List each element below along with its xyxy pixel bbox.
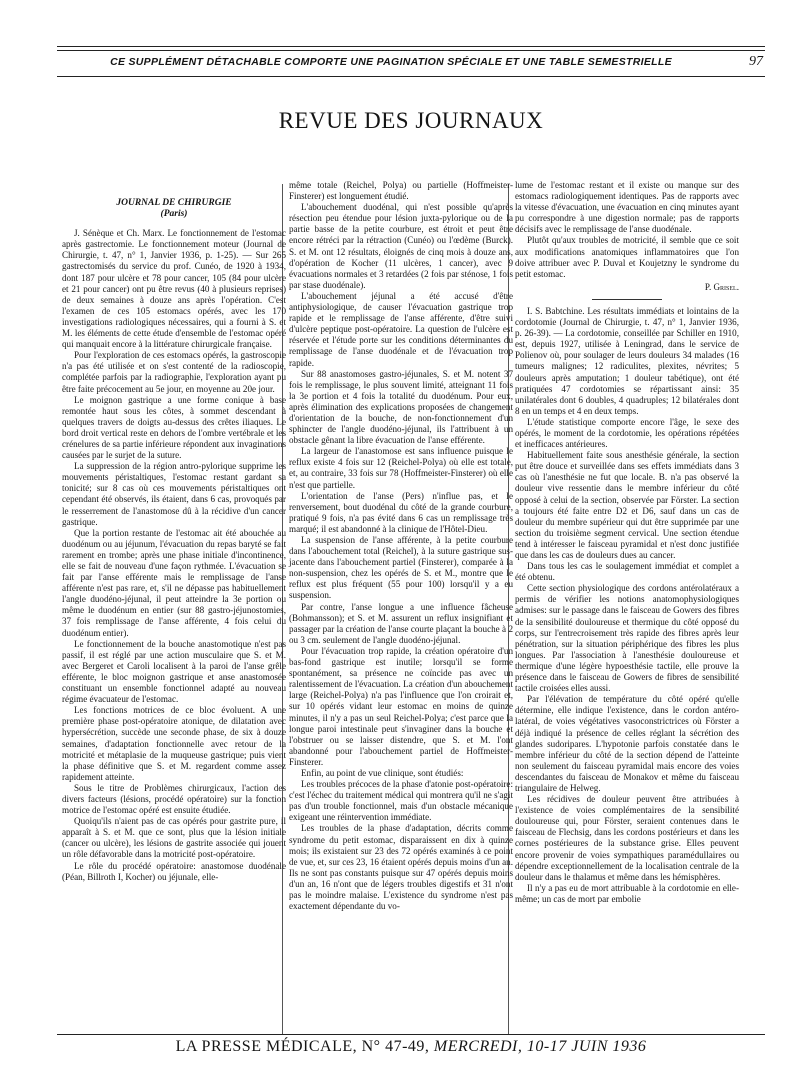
paragraph: Que la portion restante de l'estomac ait été abouchée au duodénum ou au jéjunum, l'évacuation du repas baryté se fait rarement en trombe; après une phase initiale d'incontinence, elle se fait de nouveau d'une façon rythmée. L'évacuation se fait par l'anse efférente mais le remplissage de l'anse afférente n'est pas rare, et, s'il ne dépasse pas habituellement l'angle duodéno-jéjunal, il peut atteindre la 3e portion ou même le duodénum en entier (sur 88 gastro-jéjunostomies, 37 fois remplissage de l'anse afférente, 4 fois celui du duodénum entier). (62, 527, 286, 638)
paragraph: Les récidives de douleur peuvent être attribuées à l'existence de voies complémentaires de la sensibilité douloureuse qui, pour Förster, seraient contenues dans le faisceau de Flechsig, dans les cordons postérieurs et dans les cornes postérieures de la substance grise. Elles peuvent encore provenir de voies sympathiques paramédullaires ou dépendre exceptionnellement de la localisation centrale de la douleur dans le thalamus et même dans les hémisphères. (515, 794, 739, 882)
journal-city: (Paris) (160, 209, 188, 220)
footer-rule (57, 1034, 765, 1035)
paragraph: L'abouchement jéjunal a été accusé d'être antiphysiologique, de causer l'évacuation gastrique trop rapide et le remplissage de l'anse afférente, d'être suivi d'ulcère peptique post-opératoire. La question de l'ulcère est réservée et l'étude porte sur les conditions déterminantes du remplissage de l'anse duodénale et de l'évacuation trop rapide. (289, 290, 513, 368)
footer-date: MERCREDI, 10-17 JUIN 1936 (433, 1038, 647, 1055)
paragraph: Habituellement faite sous anesthésie générale, la section put être douce et surveillée dans ses effets immédiats dans 3 cas où l'anesthésie ne fut que locale. B. n'a pas observé la douleur vive ressentie dans le membre inférieur du côté opposé à celui de la section, observée par Förster. La section a toujours été faite entre D2 et D6, sauf dans un cas de douleur du membre supérieur qui dut être supprimée par une section du troisième segment cervical. Une section étendue tend à intéresser le faisceau pyramidal et n'est donc justifiée que dans les cas de douleurs dues au cancer. (515, 450, 739, 560)
paragraph: Le rôle du procédé opératoire: anastomose duodénale (Péan, Billroth I, Kocher) ou jéjunale, elle- (62, 860, 286, 882)
article-separator (592, 299, 662, 300)
paragraph: L'orientation de l'anse (Pers) n'influe pas, et le renversement, bout duodénal du côté de la grande courbure, pratiqué 9 fois, n'a pas évité dans 6 cas un remplissage très marqué; il est abandonné à la clinique de l'Hôtel-Dieu. (289, 490, 513, 534)
page-title: REVUE DES JOURNAUX (278, 108, 544, 133)
paragraph: Enfin, au point de vue clinique, sont étudiés: (301, 767, 464, 778)
paragraph: Les fonctions motrices de ce bloc évoluent. A une première phase post-opératoire atonique, de dilatation avec hypersécrétion, succède une seconde phase, de six à douze semaines, d'adaptation fonctionnelle avec retour de la motricité et métaplasie de la muqueuse gastrique; puis vient la phase définitive que S. et M. regardent comme assez rapidement atteinte. (62, 705, 286, 782)
paragraph: La suspension de l'anse afférente, à la petite courbure dans l'abouchement total (Reichel), à la suture gastrique sus-jacente dans l'abouchement partiel (Finsterer), comparée à la non-suspension, chez les opérés de S. et M., montre que le reflux est plus fréquent (55 pour 100) lorsqu'il y a eu suspension. (289, 535, 513, 601)
running-footer (57, 1038, 765, 1056)
paragraph: L'étude statistique comporte encore l'âge, le sexe des opérés, le moment de la cordotomie, les opérations répétées et inefficaces antérieures. (515, 416, 739, 450)
paragraph: Il n'y a pas eu de mort attribuable à la cordotomie en elle-même; un cas de mort par embolie (515, 882, 739, 904)
paragraph: Par l'élévation de température du côté opéré qu'elle détermine, elle indique l'existence, dans le cordon antéro-latéral, de voies végétatives vasoconstrictrices où Förster a déjà indiqué la présence de celles réglant la sécrétion des glandes sudoripares. L'hypotonie parfois constatée dans le membre inférieur du côté de la section dépend de l'atteinte non seulement du faisceau pyramidal mais encore des voies descendantes du faisceau de Monakov et même du faisceau triangulaire de Helweg. (515, 694, 739, 793)
column-1 (62, 180, 286, 883)
author-signature: P. Grisel. (704, 281, 739, 292)
paragraph: Sur 88 anastomoses gastro-jéjunales, S. et M. notent 37 fois le remplissage, le plus souvent limité, atteignant 11 fois la 3e portion et 4 fois la totalité du duodénum. Pour eux, après élimination des explications proposées de changement d'orientation de la bouche, de non-fonctionnement d'un sphincter de l'angle duodéno-jéjunal, ils l'attribuent à un obstacle gênant la libre évacuation de l'anse efférente. (289, 368, 513, 446)
paragraph: Le moignon gastrique a une forme conique à base remontée haut sous les côtes, à sommet descendant à quelques travers de doigts au-dessus des crêtes iliaques. Le bord droit vertical reste en dehors de l'ombre vertébrale et les crénelures de sa partie inférieure répondent aux invaginations causées par le surjet de la suture. (62, 394, 286, 461)
paragraph: même totale (Reichel, Polya) ou partielle (Hoffmeister-Finsterer) est longuement étudié. (289, 180, 513, 202)
column-2 (289, 180, 513, 912)
paragraph: Quoiqu'ils n'aient pas de cas opérés pour gastrite pure, il apparaît à S. et M. que ce sont, plus que la lésion initiale (cancer ou ulcère), les lésions de gastrite associée qui jouent un rôle défavorable dans la motricité post-opératoire. (62, 816, 286, 860)
paragraph: I. S. Babtchine. Les résultats immédiats et lointains de la cordotomie (Journal de Chirurgie, t. 47, n° 1, Janvier 1936, p. 26-39). — La cordotomie, conseillée par Schiller en 1910, est, depuis 1927, utilisée à Leningrad, dans le service de Polienov où, pour soulager de leurs douleurs 34 malades (16 tumeurs malignes; 12 radiculites, plexites, névrites; 5 douleurs après amputation; 1 douleur tabétique), ont été pratiquées 47 cordotomies se répartissant ainsi: 35 unilatérales dont 6 doubles, 4 quadruples; 12 bilatérales dont 8 en un temps et 4 en deux temps. (515, 305, 739, 416)
page-number: 97 (749, 54, 763, 69)
paragraph: Par contre, l'anse longue a une influence fâcheuse (Bohmansson); et S. et M. assurent un reflux insignifiant et passager par la création de l'anse courte plaçant la bouche à 2 ou 3 cm. seulement de l'angle duodéno-jéjunal. (289, 601, 513, 645)
header-text: CE SUPPLÉMENT DÉTACHABLE COMPORTE UNE PAGINATION SPÉCIALE ET UNE TABLE SEMESTRIELLE (110, 56, 672, 68)
paragraph: La suppression de la région antro-pylorique supprime les mouvements péristaltiques, l'estomac restant gardant sa tonicité; sur 8 cas où ces mouvements péristaltiques ont cependant été observés, ils étaient, dans 6 cas, provoqués par le resserrement de l'anastomose dû à la récidive d'un cancer gastrique. (62, 461, 286, 527)
paragraph: La largeur de l'anastomose est sans influence puisque le reflux existe 4 fois sur 12 (Reichel-Polya) où elle est totale, et, au contraire, 33 fois sur 78 (Hoffmeister-Finsterer) où elle n'est que partielle. (289, 446, 513, 490)
paragraph: L'abouchement duodénal, qui n'est possible qu'après résection peu étendue pour lésion juxta-pylorique ou de la partie basse de la petite courbure, est étroit et peut être encore rétréci par la rétraction (Cunéo) ou l'œdème (Burck). S. et M. ont 12 résultats, éloignés de cinq mois à douze ans, d'opération de Kocher (11 ulcères, 1 cancer), avec 9 évacuations normales et 3 retardées (2 fois par sténose, 1 fois par stase duodénale). (289, 202, 513, 290)
journal-name: JOURNAL DE CHIRURGIE (116, 198, 232, 208)
header-rule-top-inner (57, 50, 765, 51)
paragraph: Plutôt qu'aux troubles de motricité, il semble que ce soit aux modifications anatomiques inflammatoires que l'on doive attribuer avec P. Duval et Koujetzny le syndrome du petit estomac. (515, 235, 739, 279)
paragraph: Pour l'exploration de ces estomacs opérés, la gastroscopie n'a pas été utilisée et on s'est contenté de la radioscopie, complétée parfois par la radiographie, l'exploration ayant pu être faite précocement au 5e jour, en moyenne au 20e jour. (62, 350, 286, 394)
column-3 (515, 180, 739, 905)
paragraph: Cette section physiologique des cordons antérolatéraux a permis de vérifier les notions anatomophysiologiques admises: sur le passage dans le faisceau de Gowers des fibres de la sensibilité douloureuse et thermique du côté opposé du corps, sur l'entrecroisement très rapide des fibres après leur pénétration, sur la situation périphérique des fibres les plus longues. Par l'association à l'anesthésie douloureuse et thermique d'une légère hypoesthésie tactile, elle prouve la présence dans le faisceau de Gowers de fibres de sensibilité tactile croisées elles aussi. (515, 583, 739, 694)
footer-journal: LA PRESSE MÉDICALE, (175, 1038, 358, 1055)
header-rule-bottom (57, 76, 765, 77)
footer-issue: N° 47-49, (361, 1038, 430, 1055)
paragraph: Le fonctionnement de la bouche anastomotique n'est pas passif, il est réglé par une action musculaire que S. et M. avec Bergeret et Caroli localisent à la paroi de l'anse grêle efférente, le bloc moignon gastrique et anse anastomosée constituant un ensemble fonctionnel adapté au nouveau régime évacuateur de l'estomac. (62, 638, 286, 705)
paragraph: Sous le titre de Problèmes chirurgicaux, l'action des divers facteurs (lésions, procédé opératoire) sur la fonction motrice de l'estomac opéré est ensuite étudiée. (62, 782, 286, 816)
paragraph: Dans tous les cas le soulagement immédiat et complet a été obtenu. (515, 561, 739, 583)
paragraph: lume de l'estomac restant et il existe ou manque sur des estomacs radiologiquement identiques. Pas de rapports avec la vitesse d'évacuation, une évacuation en cinq minutes ayant pu correspondre à une digestion normale; pas de rapports décisifs avec le remplissage de l'anse duodénale. (515, 180, 739, 235)
paragraph: J. Sénèque et Ch. Marx. Le fonctionnement de l'estomac après gastrectomie. Le fonctionnement moteur (Journal de Chirurgie, t. 47, n° 1, Janvier 1936, p. 1-25). — Sur 265 gastrectomisés du service du prof. Cunéo, de 1920 à 1934, dont 187 pour ulcère et 78 pour cancer, 105 (84 pour ulcère et 21 pour cancer) ont pu être revus (40 à plusieurs reprises) de deux semaines à douze ans après l'opération. C'est l'examen de ces 105 estomacs opérés, avec les 170 investigations radiologiques nécessaires, qui a fourni à S. et M. les éléments de cette étude d'ensemble de l'estomac opéré qui manquait encore à la littérature chirurgicale française. (62, 228, 286, 350)
paragraph: Les troubles de la phase d'adaptation, décrits comme syndrome du petit estomac, disparaissent en dix à quinze mois; ils existaient sur 23 des 72 opérés examinés à ce point de vue, et, sur ces 23, 16 étaient opérés depuis moins d'un an. Ils ne sont pas constants puisque sur 47 opérés depuis moins d'un an, 16 n'ont que de légers troubles digestifs et 31 n'ont pas le moindre malaise. L'existence du syndrome n'est pas exactement dépendante du vo- (289, 823, 513, 912)
paragraph: Pour l'évacuation trop rapide, la création opératoire d'un bas-fond gastrique est inutile; lorsqu'il se forme spontanément, sa présence ne coïncide pas avec un ralentissement de l'évacuation. La création d'un abouchement large (Reichel-Polya) n'a pas l'influence que l'on croirait et, sur 10 opérés vidant leur estomac en moins de quinze minutes, il n'y a pas un seul Reichel-Polya; c'est parce que la longue paroi intestinale peut s'invaginer dans la bouche et l'obstruer ou se laisser distendre, que S. et M. l'ont abandonné pour l'abouchement partiel de Hoffmeister-Finsterer. (289, 645, 513, 767)
paragraph: Les troubles précoces de la phase d'atonie post-opératoire: c'est l'échec du traitement médical qui montrera qu'il ne s'agit pas d'un trouble fonctionnel, mais d'un obstacle mécanique exigeant une réintervention immédiate. (289, 779, 513, 823)
running-header (57, 54, 765, 74)
header-rule-top (57, 46, 765, 47)
